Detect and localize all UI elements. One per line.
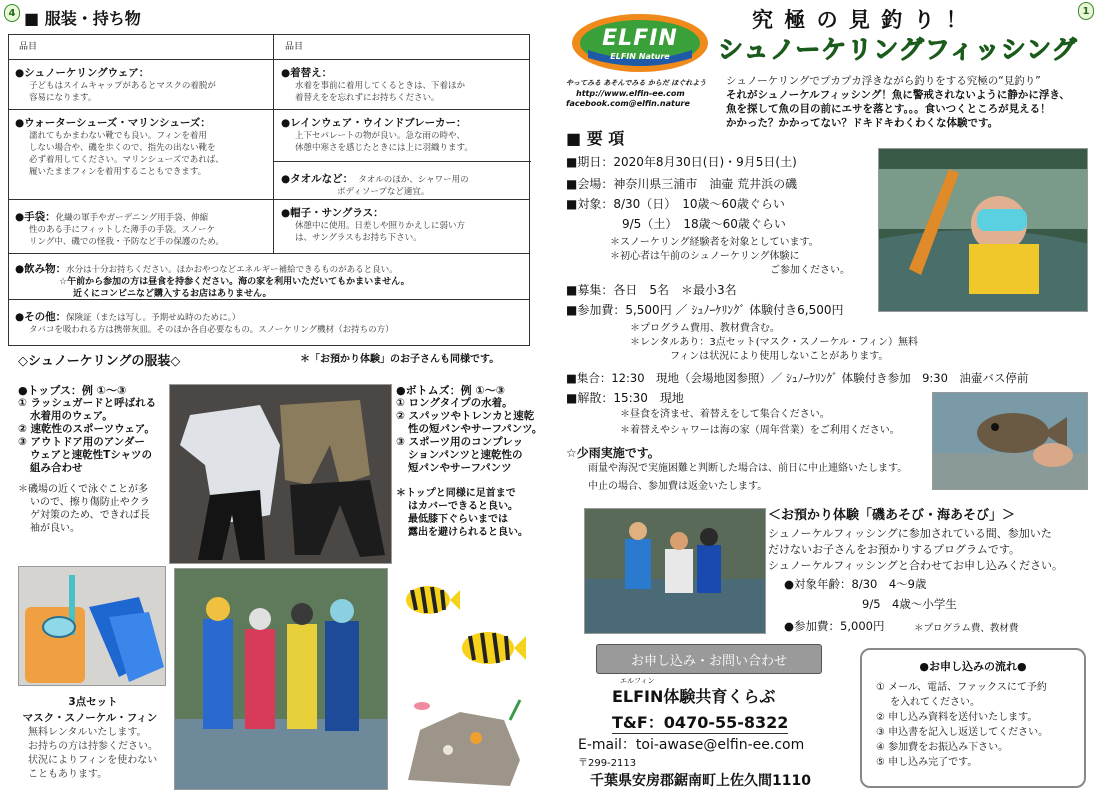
org-name: ELFIN体験共育くらぶ	[612, 687, 776, 706]
flow-steps: ① メール、電話、ファックスにて予約 を入れてください。 ② 申し込み資料を送付いたします。 ③ 申込書を記入し返送してください。 ④ 参加費をお振込み下さい。 ⑤ 申し込み完了です。	[876, 682, 1049, 768]
item-body: 子どもはスイムキャップがあるとマスクの着脱が 容易になります。	[29, 81, 216, 103]
item-body: 濡れてもかまわない靴でも良い。フィンを着用 しない場合や、磯を歩くので、指先の出ない靴を 必ず着用してください。マリンシューズであれば、 履いたままフィンを着用することもできます。	[29, 131, 224, 177]
fishing-kid-photo	[878, 148, 1088, 312]
kid-fishing-illustration	[879, 149, 1088, 312]
childcare-description: シュノーケルフィッシングに参加されている間、参加いた だけないお子さんをお預かりするプログラムです。 シュノーケルフィッシングと合わせてお申し込みください。	[768, 527, 1063, 572]
intro-text: シュノーケリングでプカプカ浮きながら釣りをする究極の“見釣り” それがシュノーケルフィッシング！魚に警戒されないように静かに浮き、 魚を探して魚の目の前にエサを落とす。。。食いつくところが見える！ かかった？かかってない？ドキドキわくわくな体験です。	[726, 75, 1070, 129]
childcare-fee-note: ＊プログラム費、教材費	[914, 623, 1019, 634]
item-body: タオルのほか、シャワー用の	[358, 175, 469, 185]
item-drinks: ●飲み物：水分は十分お持ちください。ほかおやつなどエネルギー補給できるものがあると良い。 ☆午前から参加の方は昼食を持参ください。海の家を利用いただいてもかまいません。 近くにコンビニなど購入するお店はありません。	[15, 263, 410, 299]
item-body: 上下セパレートの物が良い。急な雨の時や、 休憩中寒さを感じたときには上に羽織ります。	[295, 131, 473, 153]
item-gloves: ●手袋：化繊の軍手やガーデニング用手袋、伸縮 性のある手にフィットした薄手の手袋。スノーケ リング中、磯での怪我・予防など手の保護のため。	[15, 211, 224, 247]
wear-title: ◇シュノーケリングの服装◇	[18, 354, 181, 369]
fee-note-1: ＊プログラム費用、教材費含む。	[630, 323, 780, 334]
clothing-illustration	[170, 385, 392, 564]
item-title: ●帽子・サングラス：	[281, 207, 384, 219]
item-towel: ●タオルなど： タオルのほか、シャワー用の ボディソープなど適宜。	[281, 173, 469, 197]
item-title: ●ウォーターシューズ・マリンシューズ：	[15, 117, 211, 129]
main-title: シュノーケリングフィッシング	[718, 35, 1078, 64]
target-note-2: ＊初心者は午前のシュノーケリング体験に	[610, 251, 800, 262]
item-title: ●その他：	[15, 311, 67, 323]
zip-code: 〒299-2113	[578, 758, 637, 769]
item-others: ●その他：保険証（または写し。予期せぬ時のために。） タバコを吸われる方は携帯灰皿。そのほか各自必要なもの。スノーケリング機材（お持ちの方）	[15, 311, 394, 335]
item-rainwear	[281, 115, 529, 154]
venue-line: ■会場：神奈川県三浦市 油壷 荒井浜の磯	[566, 177, 798, 191]
clothing-photo	[169, 384, 392, 564]
elfin-logo	[570, 12, 710, 74]
childcare-fee: ●参加費：5,000円	[784, 619, 885, 633]
headline: 究 極 の 見 釣 り ！	[752, 8, 969, 32]
fee-note-3: フィンは状況により使用しないことがあります。	[670, 351, 889, 362]
rain-line-2: 中止の場合、参加費は返金いたします。	[588, 481, 768, 492]
fish-illustration	[398, 580, 528, 680]
gear-photo	[18, 566, 166, 686]
email-link[interactable]: E-mail：toi-awase@elfin-ee.com	[578, 737, 805, 753]
flow-title: ●お申し込みの流れ●	[919, 660, 1027, 673]
group-photo	[174, 568, 388, 790]
logo-name: ELFIN	[602, 26, 678, 51]
childcare-age-1: ●対象年齢：8/30 4～9歳	[784, 577, 927, 591]
dismiss-line: ■解散：15:30 現地	[566, 391, 684, 405]
dismiss-note-2: ＊着替えやシャワーは海の家（周年営業）をご利用ください。	[620, 425, 900, 436]
org-ruby: エルフィン	[620, 677, 655, 685]
address: 千葉県安房郡鋸南町上佐久間1110	[590, 773, 811, 789]
tidepool-children-illustration	[585, 509, 766, 634]
item-water-shoes	[15, 115, 269, 178]
rock-illustration	[400, 690, 530, 790]
target-line-2: 9/5（土） 18歳～60歳ぐらい	[622, 217, 786, 231]
overview-title: ■ 要 項	[566, 129, 625, 148]
wear-note: ＊「お預かり体験」のお子さんも同様です。	[300, 354, 500, 365]
contact-button[interactable]: お申し込み・お問い合わせ	[596, 644, 822, 674]
item-snorkel-wear	[15, 65, 269, 104]
facebook-text: facebook.com@elfin.nature	[566, 99, 690, 108]
page-number-left: 4	[4, 4, 20, 22]
date-line: ■期日：2020年8月30日(日)・9月5日(土)	[566, 155, 797, 169]
item-title: ●着替え：	[281, 67, 333, 79]
item-title: ●レインウェア・ウインドブレーカー：	[281, 117, 467, 129]
item-title: ●飲み物：	[15, 263, 67, 275]
items-table	[8, 34, 530, 346]
childcare-age-2: 9/5 4歳～小学生	[862, 597, 957, 611]
item-change-clothes	[281, 65, 529, 104]
fish-photo	[932, 392, 1088, 490]
fee-line: ■参加費：5,500円 ／ ｼｭﾉｰｹﾘﾝｸﾞ 体験付き6,500円	[566, 303, 844, 317]
item-title: ●手袋：	[15, 211, 56, 223]
recruit-line: ■募集：各日 5名 ＊最小3名	[566, 283, 737, 297]
rain-line-1: 雨量や海況で実施困難と判断した場合は、前日に中止連絡いたします。	[588, 463, 908, 474]
section-title-clothing: ■ 服装・持ち物	[24, 9, 141, 28]
item-title: ●シュノーケリングウェア：	[15, 67, 150, 79]
gear-title: 3点セット	[68, 696, 118, 708]
gear-description: 無料レンタルいたします。 お持ちの方は持参ください。 状況によりフィンを使わない こともあります。	[28, 727, 158, 780]
tidepool-photo	[584, 508, 766, 634]
target-line-1: ■対象：8/30（日） 10歳～60歳ぐらい	[566, 197, 785, 211]
item-body: 水着を事前に着用してくるときは、下着ほか 着替えをを忘れずにお持ちください。	[295, 81, 466, 103]
page-number-right: 1	[1078, 2, 1094, 20]
application-flow-box	[860, 648, 1086, 788]
childcare-title: ＜お預かり体験「磯あそび・海あそび」＞	[768, 508, 1016, 523]
dismiss-note-1: ＊昼食を済ませ、着替えをして集合ください。	[620, 409, 830, 420]
gear-subtitle: マスク・スノーケル・フィン	[22, 712, 158, 724]
tel-fax: T&F：0470-55-8322	[612, 710, 788, 734]
website-text: http://www.elfin-ee.com	[576, 89, 685, 98]
table-header-right: 品目	[285, 42, 304, 52]
caught-fish-illustration	[933, 393, 1088, 490]
item-title: ●タオルなど：	[281, 173, 354, 185]
tops-section: ●トップス：例 ①～③ ① ラッシュガードと呼ばれる 水着用のウェア。 ② 速乾性のスポーツウェア。 ③ アウトドア用のアンダー ウェアと速乾性Tシャツの 組み合わせ ＊磯場の近くで泳ぐことが多 いので、擦り傷防止やクラ ゲ対策のため、できれば長 袖が良い。	[18, 384, 157, 534]
bottoms-section: ●ボトムズ：例 ①～③ ① ロングタイプの水着。 ② スパッツやトレンカと速乾 性の短パンやサーフパンツ。 ③ スポーツ用のコンプレッ ションパンツと速乾性の 短パンやサーフパンツ ＊トップと同様に足首まで はカバーできると良い。 最低膝下ぐらいまでは 露出を避けられると良い。	[396, 384, 543, 538]
children-snorkel-group-illustration	[175, 569, 388, 790]
mask-snorkel-fin-illustration	[19, 567, 166, 686]
table-header-left: 品目	[19, 42, 38, 52]
rain-title: ☆少雨実施です。	[566, 446, 660, 460]
target-note-1: ＊スノーケリング経験者を対象としています。	[610, 237, 819, 248]
fee-note-2: ＊レンタルあり：3点セット(マスク・スノーケル・フィン）無料	[630, 337, 919, 348]
logo-tagline: ELFIN Nature	[610, 52, 670, 61]
meet-line: ■集合：12:30 現地（会場地図参照）／ ｼｭﾉｰｹﾘﾝｸﾞ 体験付き参加 9:30 油壷バス停前	[566, 371, 1029, 385]
target-note-3: ご参加ください。	[770, 265, 850, 276]
item-hat-sunglasses: ●帽子・サングラス： 休憩中に使用。日差しや照りかえしに弱い方 は、サングラスもお持ち下さい。	[281, 205, 529, 244]
slogan: やってみる あそんでみる からだ ほぐれよう	[566, 79, 707, 87]
